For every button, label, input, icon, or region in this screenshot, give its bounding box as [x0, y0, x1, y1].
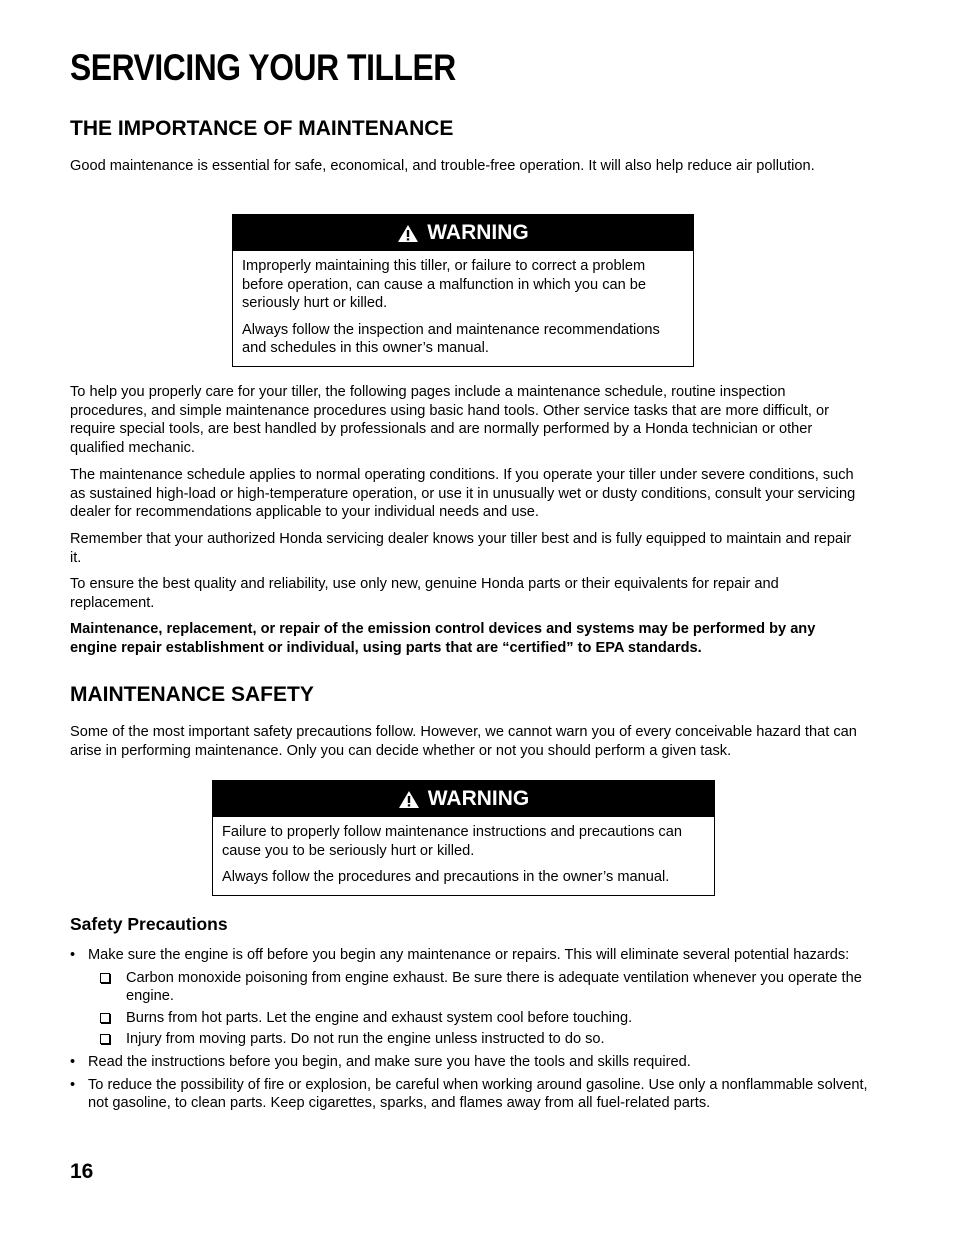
- hazard-sublist: [88, 969, 870, 1049]
- sub-list-item: [88, 1009, 870, 1028]
- page-number: 16: [70, 1160, 94, 1183]
- warning-text: Improperly maintaining this tiller, or failure to correct a problem before operation, can cause a malfunction in which you can be seriously hurt or killed.: [242, 258, 647, 312]
- list-item-text: To reduce the possibility of fire or explosion, be careful when working around gasoline. Use only a nonflammable solvent, not gasoline, to clean parts. Keep cigarettes, sparks, and flames away from all fuel-related parts.: [88, 1076, 868, 1112]
- emission-notice: Maintenance, replacement, or repair of the emission control devices and systems may be performed by any engine repair establishment or individual, using parts that are “certified” to EPA standards.: [70, 621, 816, 656]
- warning-box-importance: [232, 214, 694, 367]
- sub-list-item: [88, 969, 870, 1006]
- sub-list-item-text: Carbon monoxide poisoning from engine exhaust. Be sure there is adequate ventilation whenever you operate the engine.: [126, 969, 862, 1005]
- list-item: [70, 946, 870, 1049]
- sub-list-item-text: Burns from hot parts. Let the engine and exhaust system cool before touching.: [126, 1009, 633, 1026]
- precautions-list: [70, 946, 870, 1113]
- sub-list-item: [88, 1030, 870, 1049]
- warning-text: Failure to properly follow maintenance instructions and precautions can cause you to be seriously hurt or killed.: [222, 824, 682, 859]
- warning-text: Always follow the inspection and maintenance recommendations and schedules in this owner’s manual.: [242, 321, 660, 357]
- sub-list-item-text: Injury from moving parts. Do not run the engine unless instructed to do so.: [126, 1031, 605, 1048]
- subheading-safety-precautions: Safety Precautions: [70, 914, 228, 934]
- warning-box-safety: [212, 780, 715, 896]
- checkbox-bullet-icon: [100, 1013, 110, 1023]
- list-item: [70, 1076, 870, 1113]
- warning-triangle-icon: [397, 224, 419, 243]
- list-item-text: Make sure the engine is off before you begin any maintenance or repairs. This will eliminate several potential hazards:: [88, 947, 850, 963]
- warning-label: WARNING: [427, 787, 530, 810]
- warning-header: [233, 215, 693, 251]
- paragraph: To ensure the best quality and reliability, use only new, genuine Honda parts or their equivalents for repair and replacement.: [70, 576, 779, 611]
- paragraph: Remember that your authorized Honda servicing dealer knows your tiller best and is fully equipped to maintain and repair it.: [70, 531, 852, 566]
- list-item-text: Read the instructions before you begin, and make sure you have the tools and skills required.: [88, 1053, 691, 1070]
- warning-triangle-icon: [398, 790, 420, 809]
- bullet-icon: •: [70, 1053, 76, 1070]
- paragraph: The maintenance schedule applies to normal operating conditions. If you operate your tiller under severe conditions, such as sustained high-load or high-temperature operation, or use it in unusually wet or dusty conditions, consult your servicing dealer for recommendations applicable to your individual needs and use.: [70, 467, 856, 521]
- warning-label: WARNING: [427, 221, 529, 244]
- section-heading-safety: MAINTENANCE SAFETY: [70, 683, 314, 706]
- paragraph: To help you properly care for your tiller, the following pages include a maintenance schedule, routine inspection procedures, and simple maintenance procedures using basic hand tools. Other service tasks that are more difficult, or require special tools, are best handled by professionals and are normally performed by a Honda technician or other qualified mechanic.: [70, 384, 829, 456]
- warning-text: Always follow the procedures and precautions in the owner’s manual.: [222, 869, 670, 886]
- bullet-icon: •: [70, 947, 76, 963]
- bullet-icon: •: [70, 1076, 76, 1093]
- checkbox-bullet-icon: [100, 1034, 110, 1044]
- list-item: [70, 1053, 870, 1072]
- section-heading-importance: THE IMPORTANCE OF MAINTENANCE: [70, 117, 454, 140]
- safety-intro: Some of the most important safety precautions follow. However, we cannot warn you of every conceivable hazard that can arise in performing maintenance. Only you can decide whether or not you should perform a given task.: [70, 724, 857, 759]
- warning-header: [213, 781, 714, 817]
- checkbox-bullet-icon: [100, 973, 110, 983]
- importance-intro: Good maintenance is essential for safe, economical, and trouble-free operation. It will also help reduce air pollution.: [70, 158, 815, 174]
- page-title: SERVICING YOUR TILLER: [70, 47, 456, 88]
